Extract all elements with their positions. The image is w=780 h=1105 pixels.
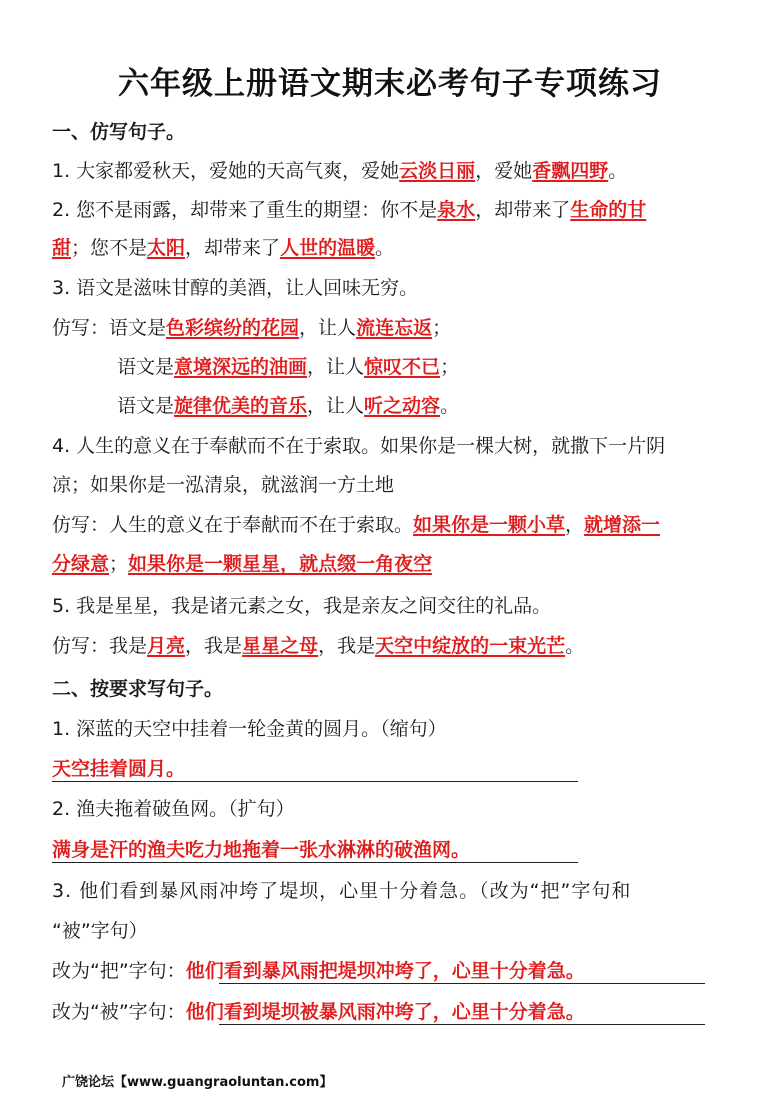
q2-mid: ，却带来了 [475, 199, 571, 221]
answer: 天空中绽放的一束光芒 [375, 635, 566, 657]
ba-label: 改为“把”字句： [52, 960, 186, 982]
answer: 满身是汗的渔夫吃力地拖着一张水淋淋的破渔网。 [52, 839, 471, 861]
s2-q1-text: 1. 深蓝的天空中挂着一轮金黄的圆月。（缩句） [52, 718, 447, 740]
s2-q3-line-2: “被”字句） [52, 920, 148, 942]
answer: 他们看到暴风雨把堤坝冲垮了，心里十分着急。 [185, 960, 585, 982]
s2-q2-answer-line [52, 837, 470, 863]
q4-line-2: 凉；如果你是一泓清泉，就滋润一方土地 [52, 474, 395, 496]
q2-mid: ，却带来了 [185, 237, 281, 259]
answer: 生命的甘 [570, 199, 647, 221]
answer-comma: ， [280, 553, 300, 575]
q3-pre: 语文是 [109, 317, 167, 339]
q5-imitation [52, 633, 584, 659]
answer-underline [52, 781, 578, 782]
q3-row-3 [117, 393, 459, 419]
answer: 流连忘返 [356, 317, 433, 339]
q4-line-3 [52, 512, 660, 538]
answer-underline [219, 983, 705, 984]
q3-mid: ，让人 [307, 356, 365, 378]
s2-q1-answer-line [52, 756, 185, 782]
s2-q3-bei-line [52, 999, 585, 1025]
s2-q3-line-1: 3. 他们看到暴风雨冲垮了堤坝，心里十分着急。（改为“把”字句和 [52, 880, 632, 902]
q3-mid: ，让人 [307, 395, 365, 417]
q2-text: 2. 您不是雨露，却带来了重生的期望：你不是 [52, 199, 438, 221]
q4-comma: ， [565, 514, 585, 536]
answer: 月亮 [147, 635, 186, 657]
answer-underline [219, 1024, 705, 1025]
q4-sep: ； [109, 553, 129, 575]
q3-end: ； [440, 356, 460, 378]
q4-line-1: 4. 人生的意义在于奉献而不在于索取。如果你是一棵大树，就撒下一片阴 [52, 435, 666, 457]
q5-text: 5. 我是星星，我是诸元素之女，我是亲友之间交往的礼品。 [52, 595, 552, 617]
answer: 就增添一 [584, 514, 661, 536]
q1-mid: ，爱她 [475, 160, 533, 182]
answer: 色彩缤纷的花园 [166, 317, 300, 339]
answer-underline [52, 862, 578, 863]
q2-line-2 [52, 235, 394, 261]
answer: 他们看到堤坝被暴风雨冲垮了，心里十分着急。 [185, 1001, 585, 1023]
answer: 意境深远的油画 [174, 356, 308, 378]
q4-line-4 [52, 551, 432, 577]
q3-mid: ，让人 [299, 317, 357, 339]
q3-prefix: 仿写： [52, 317, 110, 339]
s2-q3-ba-line [52, 958, 585, 984]
q1-line [52, 158, 627, 184]
q4-prefix: 仿写：人生的意义在于奉献而不在于索取。 [52, 514, 414, 536]
q5-end: 。 [565, 635, 585, 657]
q1-text: 1. 大家都爱秋天，爱她的天高气爽，爱她 [52, 160, 400, 182]
q3-row-1 [52, 315, 451, 341]
footer-source: 广饶论坛【www.guangraoluntan.com】 [62, 1075, 333, 1090]
answer: 星星之母 [242, 635, 319, 657]
answer: 泉水 [437, 199, 476, 221]
q2-end: 。 [375, 237, 395, 259]
answer: 云淡日丽 [399, 160, 476, 182]
page-title: 六年级上册语文期末必考句子专项练习 [118, 66, 662, 102]
q1-end: 。 [608, 160, 628, 182]
q5-mid: ，我是 [318, 635, 376, 657]
answer: 天空挂着圆月。 [52, 758, 186, 780]
answer: 分绿意 [52, 553, 110, 575]
answer: 人世的温暖 [280, 237, 376, 259]
answer: 听之动容 [364, 395, 441, 417]
answer: 甜 [52, 237, 72, 259]
q3-end: ； [432, 317, 452, 339]
section-1-heading: 一、仿写句子。 [52, 121, 186, 143]
bei-label: 改为“被”字句： [52, 1001, 186, 1023]
answer: 如果你是一颗星星 [128, 553, 281, 575]
q3-end: 。 [440, 395, 460, 417]
q3-text: 3. 语文是滋味甘醇的美酒，让人回味无穷。 [52, 277, 419, 299]
answer: 如果你是一颗小草 [413, 514, 566, 536]
answer: 就点缀一角夜空 [299, 553, 433, 575]
q3-row-2 [117, 354, 459, 380]
q5-mid: ，我是 [185, 635, 243, 657]
section-2-heading: 二、按要求写句子。 [52, 678, 224, 700]
answer: 太阳 [147, 237, 186, 259]
s2-q2-text: 2. 渔夫拖着破鱼网。（扩句） [52, 798, 295, 820]
q2-line-1 [52, 197, 646, 223]
q3-pre: 语文是 [117, 356, 175, 378]
answer: 香飘四野 [532, 160, 609, 182]
answer: 旋律优美的音乐 [174, 395, 308, 417]
q2-mid: ；您不是 [71, 237, 148, 259]
answer: 惊叹不已 [364, 356, 441, 378]
q5-pre: 仿写：我是 [52, 635, 148, 657]
q3-pre: 语文是 [117, 395, 175, 417]
